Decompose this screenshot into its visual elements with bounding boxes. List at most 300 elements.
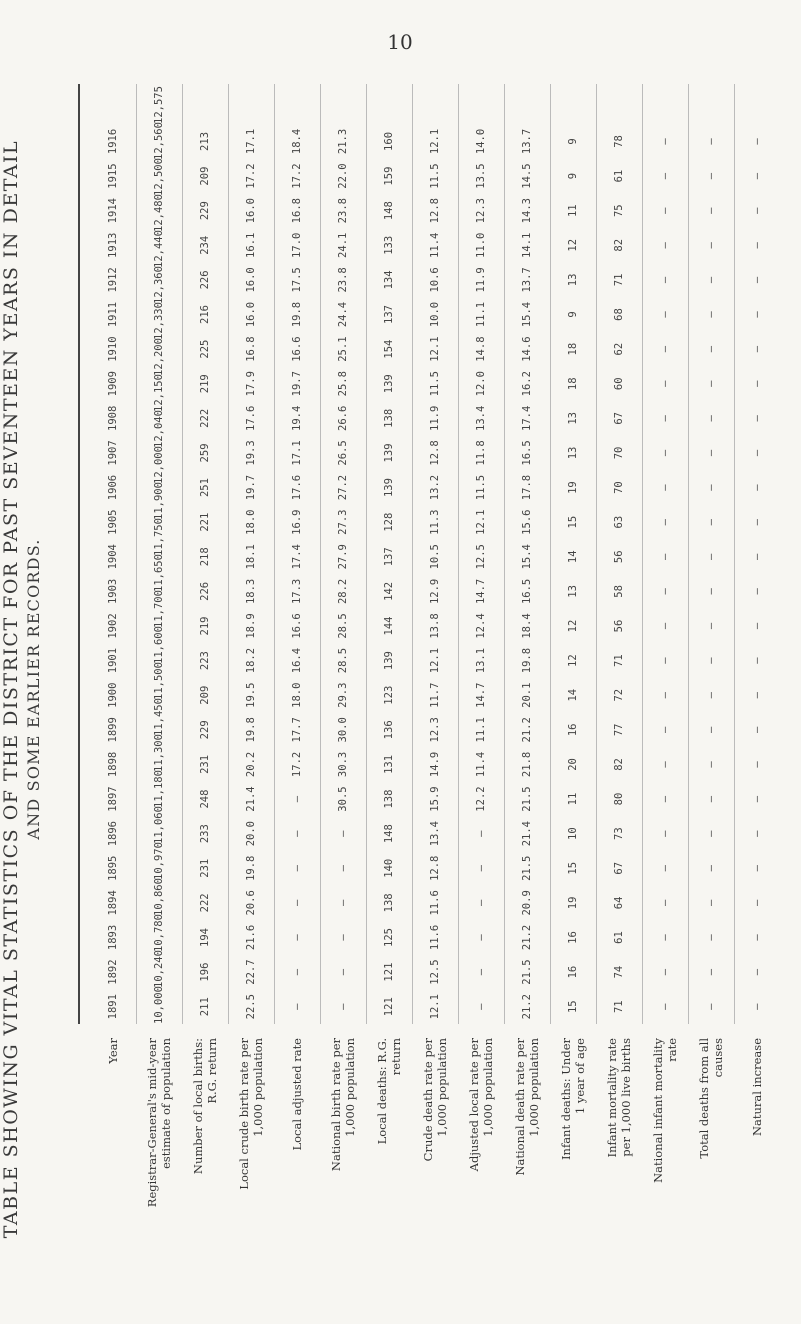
cell-value: — [475,865,487,872]
row-label-line-2: 1,000 population [343,1038,357,1137]
cell-value: 22.0 [337,163,349,189]
cell-value: — [751,415,763,422]
cell-value: — [751,138,763,145]
cell-value: 231 [199,858,211,878]
row-label [290,1024,304,1324]
cell-value: — [659,795,671,803]
cell-value: 10,860 [153,878,165,916]
cell-value: 12.4 [475,613,487,639]
row-values [475,124,487,1024]
row-label [237,1024,265,1324]
cell-value: — [659,276,671,284]
row-label-line-2: rate [665,1038,679,1062]
cell-value: — [659,657,671,664]
cell-value: 25.8 [337,371,349,397]
cell-value: 21.5 [521,855,533,881]
row-values [705,124,717,1024]
cell-value: 11.6 [429,924,441,951]
cell-value: 216 [199,305,211,324]
cell-value: — [659,553,671,560]
cell-value: 20.9 [521,890,533,916]
cell-value: 222 [199,408,211,428]
cell-value: 11,900 [153,482,165,520]
cell-value: — [751,830,763,837]
cell-value: 26.6 [337,405,349,431]
cell-value: — [337,934,349,941]
cell-value: 1897 [107,786,119,812]
cell-value: 1892 [107,959,119,985]
cell-value: 14.7 [475,578,487,605]
cell-value: — [475,968,487,976]
cell-value: 11,300 [153,734,165,772]
cell-value: 17.2 [291,163,303,189]
cell-value: — [705,553,717,560]
cell-value: 18.1 [245,544,257,570]
cell-value: 1891 [107,994,119,1020]
cell-value: 13.1 [475,647,487,674]
cell-value: 16.9 [291,509,303,535]
cell-value: 10,240 [153,950,165,988]
cell-value: 1912 [107,267,119,293]
row-values [751,124,763,1024]
cell-value: 16.0 [245,198,257,224]
cell-value: 11,060 [153,806,165,844]
cell-value: — [659,761,671,768]
cell-value: 12.1 [429,128,441,155]
cell-value: 56 [613,619,625,633]
cell-value: 11,700 [153,590,165,628]
cell-value: — [751,899,763,907]
cell-value: 18.4 [291,128,303,155]
cell-value: 11.5 [475,474,487,501]
cell-value: 14.9 [429,751,441,778]
cell-value: 30.5 [337,786,349,812]
cell-value: 12,440 [153,230,165,268]
cell-value: 21.2 [521,924,533,951]
table-row [642,0,688,1324]
cell-value: — [705,622,717,630]
cell-value: 17.6 [291,474,303,501]
table-title: TABLE SHOWING VITAL STATISTICS OF THE DISTRICT FOR PAST SEVENTEEN YEARS IN DETAIL [0,139,22,1239]
cell-value: 16.0 [245,301,257,328]
cell-value: 148 [383,824,395,844]
cell-value: 12.1 [429,647,441,674]
cell-value: 10,780 [153,914,165,952]
cell-value: 1895 [107,855,119,881]
cell-value: 11.5 [429,163,441,189]
cell-value: 72 [613,688,625,702]
cell-value: 136 [383,720,395,740]
cell-value: 11.4 [475,751,487,778]
cell-value: — [751,311,763,318]
cell-value: 222 [199,893,211,913]
cell-value: 11.6 [429,890,441,916]
row-values [429,124,441,1024]
row-label-line-1: Total deaths from all [697,1038,711,1159]
cell-value: 12,480 [153,194,165,232]
cell-value: 18 [567,342,579,356]
cell-value: 16.8 [245,336,257,362]
row-label-line-2: causes [711,1038,725,1078]
cell-value: 11.1 [475,717,487,743]
cell-value: 67 [613,861,625,875]
cell-value: — [705,415,717,422]
cell-value: 1902 [107,613,119,639]
cell-value: — [705,899,717,907]
cell-value: 14 [567,688,579,702]
cell-value: 131 [383,754,395,774]
cell-value: 229 [199,720,211,740]
cell-value: 15 [567,515,579,529]
cell-value: — [705,276,717,284]
cell-value: 196 [199,962,211,982]
cell-value: — [705,484,717,491]
row-label-line-1: Crude death rate per [421,1038,435,1162]
row-label [375,1024,403,1324]
cell-value: 71 [613,273,625,287]
cell-value: 19.8 [291,301,303,328]
cell-value: 21.2 [521,717,533,743]
cell-value: — [659,415,671,422]
cell-value: 133 [383,235,395,255]
cell-value: 18.0 [291,682,303,708]
cell-value: 11.9 [429,405,441,431]
cell-value: 1914 [107,198,119,224]
cell-value: 11 [567,204,579,218]
cell-value: 251 [199,478,211,498]
cell-value: 1910 [107,336,119,362]
cell-value: — [705,830,717,837]
cell-value: 20.2 [245,751,257,778]
cell-value: — [659,484,671,491]
cell-value: 73 [613,827,625,840]
cell-value: 12.8 [429,198,441,224]
cell-value: 11.5 [429,371,441,397]
cell-value: — [751,553,763,560]
cell-value: — [659,519,671,526]
table-row [550,0,596,1324]
cell-value: 19 [567,481,579,494]
cell-value: 11.0 [475,232,487,258]
cell-value: 17.3 [291,578,303,605]
row-values [245,124,257,1024]
row-label-line-2: per 1,000 live births [619,1038,633,1157]
cell-value: — [751,865,763,872]
row-label [191,1024,219,1324]
cell-value: 1898 [107,751,119,778]
cell-value: 12,200 [153,338,165,376]
cell-value: — [659,380,671,387]
cell-value: 67 [613,412,625,425]
cell-value: 12.1 [429,336,441,362]
row-label-line-2: 1,000 population [527,1038,541,1137]
cell-value: — [751,726,763,733]
cell-value: 209 [199,685,211,705]
cell-value: — [659,726,671,733]
cell-value: 17.1 [245,128,257,155]
row-label-line-1: Local adjusted rate [290,1038,304,1151]
row-label [750,1024,764,1324]
cell-value: — [705,1003,717,1010]
row-label-line-1: Year [106,1038,120,1064]
cell-value: 194 [199,928,211,947]
cell-value: 10.5 [429,544,441,570]
cell-value: — [291,899,303,907]
cell-value: 12,360 [153,266,165,304]
cell-value: 13 [567,446,579,460]
cell-value: — [705,311,717,318]
cell-value: 16.5 [521,578,533,605]
cell-value: 12,575 [153,86,165,124]
cell-value: 64 [613,896,625,910]
cell-value: 16.6 [291,613,303,639]
cell-value: 12.5 [475,544,487,570]
cell-value: 259 [199,443,211,463]
cell-value: 248 [199,789,211,809]
cell-value: — [659,207,671,214]
table-row [274,0,320,1324]
cell-value: 140 [383,858,395,878]
cell-value: 12,150 [153,374,165,412]
cell-value: — [337,830,349,837]
cell-value: 21.6 [245,924,257,951]
table-row [412,0,458,1324]
cell-value: 61 [613,931,625,944]
cell-value: 77 [613,723,625,737]
cell-value: 16.8 [291,198,303,224]
cell-value: 134 [383,270,395,290]
cell-value: — [291,865,303,872]
cell-value: 234 [199,235,211,255]
cell-value: 1896 [107,821,119,847]
cell-value: 14.8 [475,336,487,362]
row-values [199,124,211,1024]
cell-value: 14 [567,550,579,564]
cell-value: 15.9 [429,786,441,812]
row-label-line-2: 1,000 population [251,1038,265,1137]
cell-value: — [291,830,303,837]
cell-value: — [659,345,671,353]
cell-value: 218 [199,547,211,567]
cell-value: 139 [383,443,395,463]
cell-value: — [705,138,717,145]
cell-value: 139 [383,374,395,394]
cell-value: 61 [613,169,625,183]
cell-value: — [705,865,717,872]
cell-value: 28.5 [337,613,349,639]
cell-value: 30.0 [337,717,349,743]
cell-value: — [659,899,671,907]
row-label [467,1024,495,1324]
cell-value: 211 [199,997,211,1017]
cell-value: 75 [613,204,625,218]
cell-value: 233 [199,824,211,844]
cell-value: 16 [567,965,579,979]
cell-value: 18 [567,377,579,391]
table-row [734,0,780,1324]
row-label-line-2: R.G. return [205,1038,219,1104]
cell-value: 71 [613,654,625,667]
row-label [145,1024,173,1324]
table-row [228,0,274,1324]
cell-value: 17.4 [291,544,303,570]
cell-value: — [659,242,671,249]
cell-value: — [705,380,717,387]
cell-value: 226 [199,581,211,601]
row-label-line-1: National infant mortality [651,1038,665,1183]
cell-value: 14.1 [521,232,533,258]
cell-value: 13.5 [475,163,487,189]
cell-value: 24.4 [337,301,349,328]
cell-value: 19.3 [245,440,257,466]
cell-value: 1911 [107,301,119,328]
cell-value: 14.7 [475,682,487,708]
cell-value: 10,000 [153,986,165,1024]
cell-value: — [751,692,763,699]
cell-value: 13.4 [429,821,441,847]
cell-value: 22.7 [245,959,257,985]
cell-value: 56 [613,550,625,564]
table-row [688,0,734,1324]
cell-value: 17.2 [291,751,303,778]
row-values [337,124,349,1024]
cell-value: — [291,1003,303,1010]
cell-value: 11.3 [429,509,441,535]
cell-value: 15.6 [521,509,533,535]
cell-value: 17.4 [521,405,533,431]
cell-value: 159 [383,166,395,186]
row-label-line-1: Registrar-General's mid-year [145,1038,159,1208]
cell-value: 17.9 [245,371,257,397]
cell-value: 213 [199,131,211,151]
row-values [521,124,533,1024]
cell-value: — [475,934,487,941]
cell-value: — [659,865,671,872]
cell-value: — [751,172,763,180]
cell-value: — [659,934,671,941]
cell-value: — [659,449,671,457]
cell-value: 10.6 [429,267,441,293]
row-label-line-1: National death rate per [513,1038,527,1176]
cell-value: 11 [567,792,579,806]
cell-value: 18.3 [245,578,257,605]
cell-value: — [705,207,717,214]
cell-value: — [705,519,717,526]
cell-value: — [705,449,717,457]
cell-value: — [751,380,763,387]
cell-value: 25.1 [337,336,349,362]
cell-value: 21.5 [521,786,533,812]
cell-value: 12,560 [153,122,165,160]
row-label [697,1024,725,1324]
cell-value: 1913 [107,232,119,258]
cell-value: 1907 [107,440,119,466]
cell-value: 209 [199,166,211,186]
cell-value: — [337,899,349,907]
cell-value: 19.7 [245,474,257,501]
cell-value: — [705,692,717,699]
cell-value: 16.4 [291,647,303,674]
cell-value: — [291,934,303,941]
cell-value: 138 [383,789,395,809]
cell-value: 16.0 [245,267,257,293]
cell-value: 24.1 [337,232,349,258]
cell-value: 16.6 [291,336,303,362]
cell-value: 11,650 [153,554,165,592]
cell-value: 9 [567,138,579,145]
cell-value: 22.5 [245,994,257,1020]
row-label-line-2: 1 year of age [573,1038,587,1115]
cell-value: 71 [613,1000,625,1014]
cell-value: 148 [383,201,395,221]
cell-value: 13.4 [475,405,487,431]
row-label-line-1: Local crude birth rate per [237,1038,251,1190]
row-values [659,124,671,1024]
cell-value: 13.7 [521,128,533,155]
table-row [182,0,228,1324]
cell-value: 13.2 [429,474,441,501]
cell-value: — [337,1003,349,1010]
cell-value: 17.1 [291,440,303,466]
cell-value: 13 [567,585,579,598]
cell-value: 80 [613,792,625,806]
cell-value: 82 [613,758,625,771]
cell-value: 18.0 [245,509,257,535]
cell-value: — [751,484,763,491]
cell-value: — [291,968,303,976]
cell-value: 21.2 [521,994,533,1020]
cell-value: 12.1 [475,509,487,535]
cell-value: 17.6 [245,405,257,431]
cell-value: 68 [613,308,625,321]
cell-value: 19.7 [291,371,303,397]
cell-value: 13 [567,273,579,287]
cell-value: 125 [383,928,395,947]
cell-value: — [751,345,763,353]
cell-value: 1909 [107,371,119,397]
cell-value: — [705,345,717,353]
cell-value: 60 [613,377,625,391]
cell-value: 26.5 [337,440,349,466]
cell-value: 11,450 [153,698,165,736]
cell-value: 18.9 [245,613,257,639]
cell-value: 11.9 [475,267,487,293]
cell-value: 1916 [107,128,119,155]
cell-value: — [751,1003,763,1010]
row-label-line-2: return [389,1038,403,1076]
cell-value: — [705,795,717,803]
table-row [596,0,642,1324]
cell-value: 18.2 [245,647,257,674]
cell-value: 12.5 [429,959,441,985]
cell-value: 128 [383,512,395,532]
cell-value: — [659,311,671,318]
cell-value: 1899 [107,717,119,743]
cell-value: — [751,519,763,526]
cell-value: 138 [383,408,395,428]
cell-value: 12.3 [429,717,441,743]
cell-value: — [751,276,763,284]
cell-value: 123 [383,685,395,705]
cell-value: 137 [383,305,395,324]
cell-value: 27.9 [337,544,349,570]
cell-value: 16.5 [521,440,533,466]
row-values [107,124,119,1024]
row-label [651,1024,679,1324]
row-label-line-1: Number of local births: [191,1038,205,1175]
row-label [329,1024,357,1324]
cell-value: 20.0 [245,821,257,847]
